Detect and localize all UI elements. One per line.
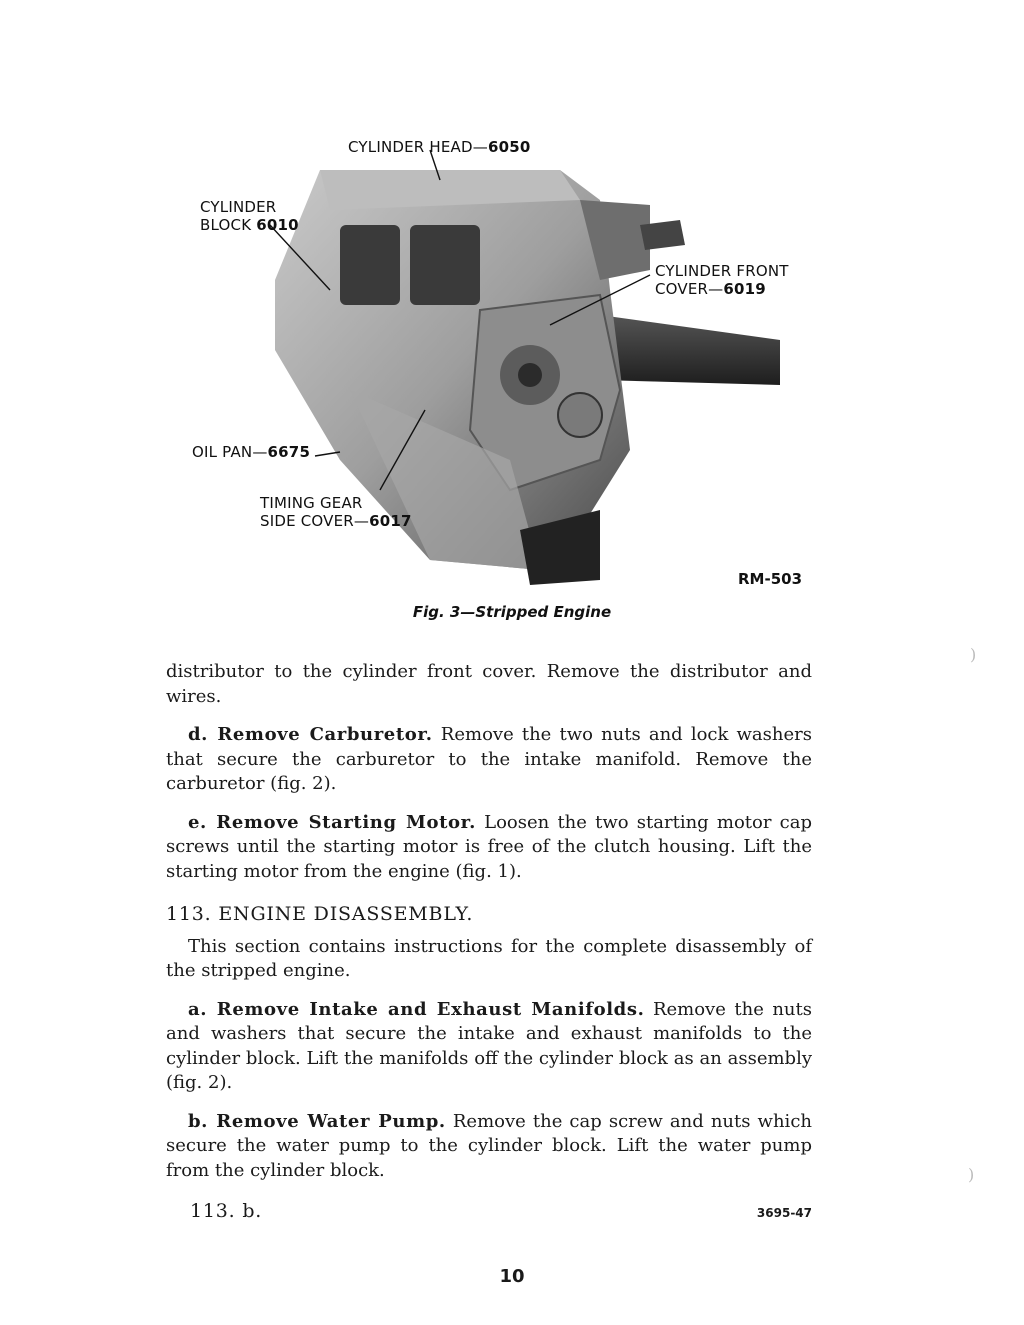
margin-mark: ) [968,1165,975,1184]
callout-label: CYLINDER HEAD— [348,138,488,156]
margin-mark: ) [970,645,977,664]
callout-number: 6010 [256,216,299,234]
callout-timing-gear-side-cover [260,494,412,530]
paragraph-b [166,1110,812,1184]
step-d-text: Remove the two nuts and lock washers that secure the carburetor to the intake manifold. Remove the carburetor (fig. 2). [166,724,812,794]
callout-label: COVER— [655,280,724,298]
document-code: 3695-47 [756,1206,812,1220]
figure-caption: Fig. 3—Stripped Engine [412,603,612,621]
callout-label: OIL PAN— [192,443,268,461]
callout-oil-pan [192,443,310,461]
body-text [166,660,812,1197]
step-d-heading: d. Remove Carburetor. [188,724,433,745]
step-b-heading: b. Remove Water Pump. [188,1110,446,1132]
callout-cylinder-head [348,138,531,156]
paragraph-continued: distributor to the cylinder front cover. Remove the distributor and wires. [166,661,812,707]
callout-cylinder-front-cover [655,262,789,298]
paragraph-a [166,998,812,1096]
callout-label: CYLINDER FRONT [655,262,789,280]
step-e-heading: e. Remove Starting Motor. [188,811,476,833]
callout-number: 6675 [267,443,311,461]
callout-label: CYLINDER [200,198,277,216]
callout-label: SIDE COVER— [260,512,370,530]
paragraph-d [166,723,812,797]
figure-id: RM-503 [738,570,803,588]
page-number: 10 [499,1266,525,1287]
step-b-text: Remove the cap screw and nuts which secure the water pump to the cylinder block. Lift the water pump from the cylinder block. [166,1110,812,1181]
section-heading: 113. ENGINE DISASSEMBLY. [166,903,474,925]
callout-label: BLOCK [200,216,252,234]
callout-number: 6019 [723,280,766,298]
paragraph-e [166,811,812,885]
step-a-text: Remove the nuts and washers that secure the intake and exhaust manifolds to the cylinder block. Lift the manifolds off the cylinder block as an assembly (fig. 2). [166,998,812,1093]
step-e-text: Loosen the two starting motor cap screws until the starting motor is free of the clutch housing. Lift the starting motor from the engine (fig. 1). [166,811,812,882]
callout-label: TIMING GEAR [260,494,363,512]
callout-number: 6017 [369,512,412,530]
continued-reference: 113. b. [190,1200,263,1222]
step-a-heading: a. Remove Intake and Exhaust Manifolds. [188,998,645,1020]
callout-cylinder-block [200,198,299,234]
section-intro: This section contains instructions for the complete disassembly of the stripped engine. [166,935,812,981]
engine-figure [180,130,820,600]
callout-number: 6050 [487,138,531,156]
